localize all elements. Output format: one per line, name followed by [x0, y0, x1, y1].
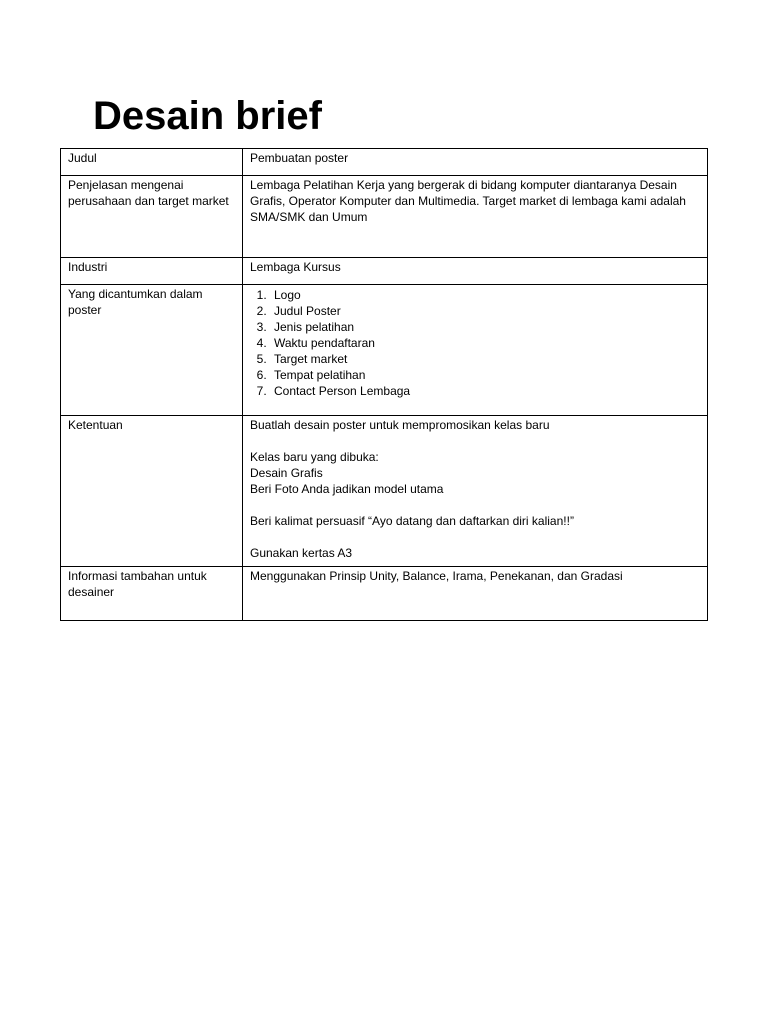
ketentuan-value: [243, 416, 708, 567]
informasi-label: Informasi tambahan untuk desainer: [61, 567, 243, 621]
list-item: 7. Contact Person Lembaga: [270, 383, 700, 399]
poster-items-list: [250, 287, 700, 399]
ketentuan-line: Beri kalimat persuasif “Ayo datang dan daftarkan diri kalian!!”: [250, 514, 574, 528]
industri-label: Industri: [61, 258, 243, 285]
spacer: [250, 529, 700, 545]
spacer: [250, 433, 700, 449]
penjelasan-label: Penjelasan mengenai perusahaan dan target market: [61, 176, 243, 258]
ketentuan-line: Kelas baru yang dibuka:: [250, 450, 379, 464]
table-row-informasi: [61, 567, 708, 621]
judul-label: Judul: [61, 149, 243, 176]
penjelasan-value: Lembaga Pelatihan Kerja yang bergerak di bidang komputer diantaranya Desain Grafis, Operator Komputer dan Multimedia. Target market di lembaga kami adalah SMA/SMK dan Umum: [243, 176, 708, 258]
list-item: 6. Tempat pelatihan: [270, 367, 700, 383]
dicantumkan-label: Yang dicantumkan dalam poster: [61, 285, 243, 416]
table-row-judul: [61, 149, 708, 176]
list-item: 5. Target market: [270, 351, 700, 367]
ketentuan-line: Beri Foto Anda jadikan model utama: [250, 482, 444, 496]
informasi-value: Menggunakan Prinsip Unity, Balance, Irama, Penekanan, dan Gradasi: [243, 567, 708, 621]
list-item: 2. Judul Poster: [270, 303, 700, 319]
table-row-dicantumkan: [61, 285, 708, 416]
list-item: 1. Logo: [270, 287, 700, 303]
list-item: 4. Waktu pendaftaran: [270, 335, 700, 351]
table-row-penjelasan: [61, 176, 708, 258]
ketentuan-line: Buatlah desain poster untuk mempromosikan kelas baru: [250, 418, 550, 432]
judul-value: Pembuatan poster: [243, 149, 708, 176]
table-row-ketentuan: [61, 416, 708, 567]
list-item: 3. Jenis pelatihan: [270, 319, 700, 335]
dicantumkan-value: [243, 285, 708, 416]
table-row-industri: [61, 258, 708, 285]
ketentuan-line: Desain Grafis: [250, 466, 323, 480]
spacer: [250, 497, 700, 513]
ketentuan-label: Ketentuan: [61, 416, 243, 567]
document-title: Desain brief: [93, 94, 322, 138]
industri-value: Lembaga Kursus: [243, 258, 708, 285]
ketentuan-line: Gunakan kertas A3: [250, 546, 353, 560]
brief-table: [60, 148, 708, 621]
